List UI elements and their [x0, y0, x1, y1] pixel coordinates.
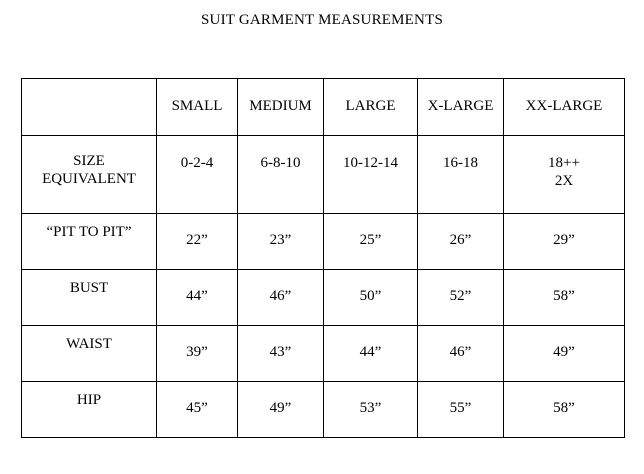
table-header-row [22, 79, 625, 136]
table-row-pit-to-pit [22, 214, 625, 270]
table-cell: 58” [504, 382, 625, 438]
table-cell: 22” [157, 214, 238, 270]
table-cell: 50” [324, 270, 418, 326]
table-row-hip [22, 382, 625, 438]
table-cell: 16-18 [418, 136, 504, 214]
row-label-pit-to-pit: “PIT TO PIT” [22, 214, 157, 270]
table-cell: 44” [324, 326, 418, 382]
table-cell: 52” [418, 270, 504, 326]
table-row-bust [22, 270, 625, 326]
table-row-size-equivalent [22, 136, 625, 214]
row-label-hip: HIP [22, 382, 157, 438]
table-cell: 0-2-4 [157, 136, 238, 214]
table-cell: 29” [504, 214, 625, 270]
table-cell: 25” [324, 214, 418, 270]
table-cell: 49” [238, 382, 324, 438]
column-header-medium: MEDIUM [238, 79, 324, 136]
table-cell: 49” [504, 326, 625, 382]
column-header-x-large: X-LARGE [418, 79, 504, 136]
table-cell: 45” [157, 382, 238, 438]
table-cell: 53” [324, 382, 418, 438]
measurements-table [21, 78, 625, 438]
header-corner-cell [22, 79, 157, 136]
table-cell: 43” [238, 326, 324, 382]
table-cell: 46” [238, 270, 324, 326]
table-cell: 55” [418, 382, 504, 438]
column-header-small: SMALL [157, 79, 238, 136]
table-cell: 10-12-14 [324, 136, 418, 214]
table-cell: 6-8-10 [238, 136, 324, 214]
row-label-bust: BUST [22, 270, 157, 326]
table-cell: 26” [418, 214, 504, 270]
table-cell: 58” [504, 270, 625, 326]
table-cell: 39” [157, 326, 238, 382]
page-title: SUIT GARMENT MEASUREMENTS [201, 12, 443, 28]
table-cell: 46” [418, 326, 504, 382]
table-row-waist [22, 326, 625, 382]
table-cell: 18++ 2X [504, 136, 625, 214]
table-cell: 23” [238, 214, 324, 270]
column-header-large: LARGE [324, 79, 418, 136]
table-cell: 44” [157, 270, 238, 326]
row-label-size-equivalent: SIZE EQUIVALENT [22, 136, 157, 214]
row-label-waist: WAIST [22, 326, 157, 382]
column-header-xx-large: XX-LARGE [504, 79, 625, 136]
